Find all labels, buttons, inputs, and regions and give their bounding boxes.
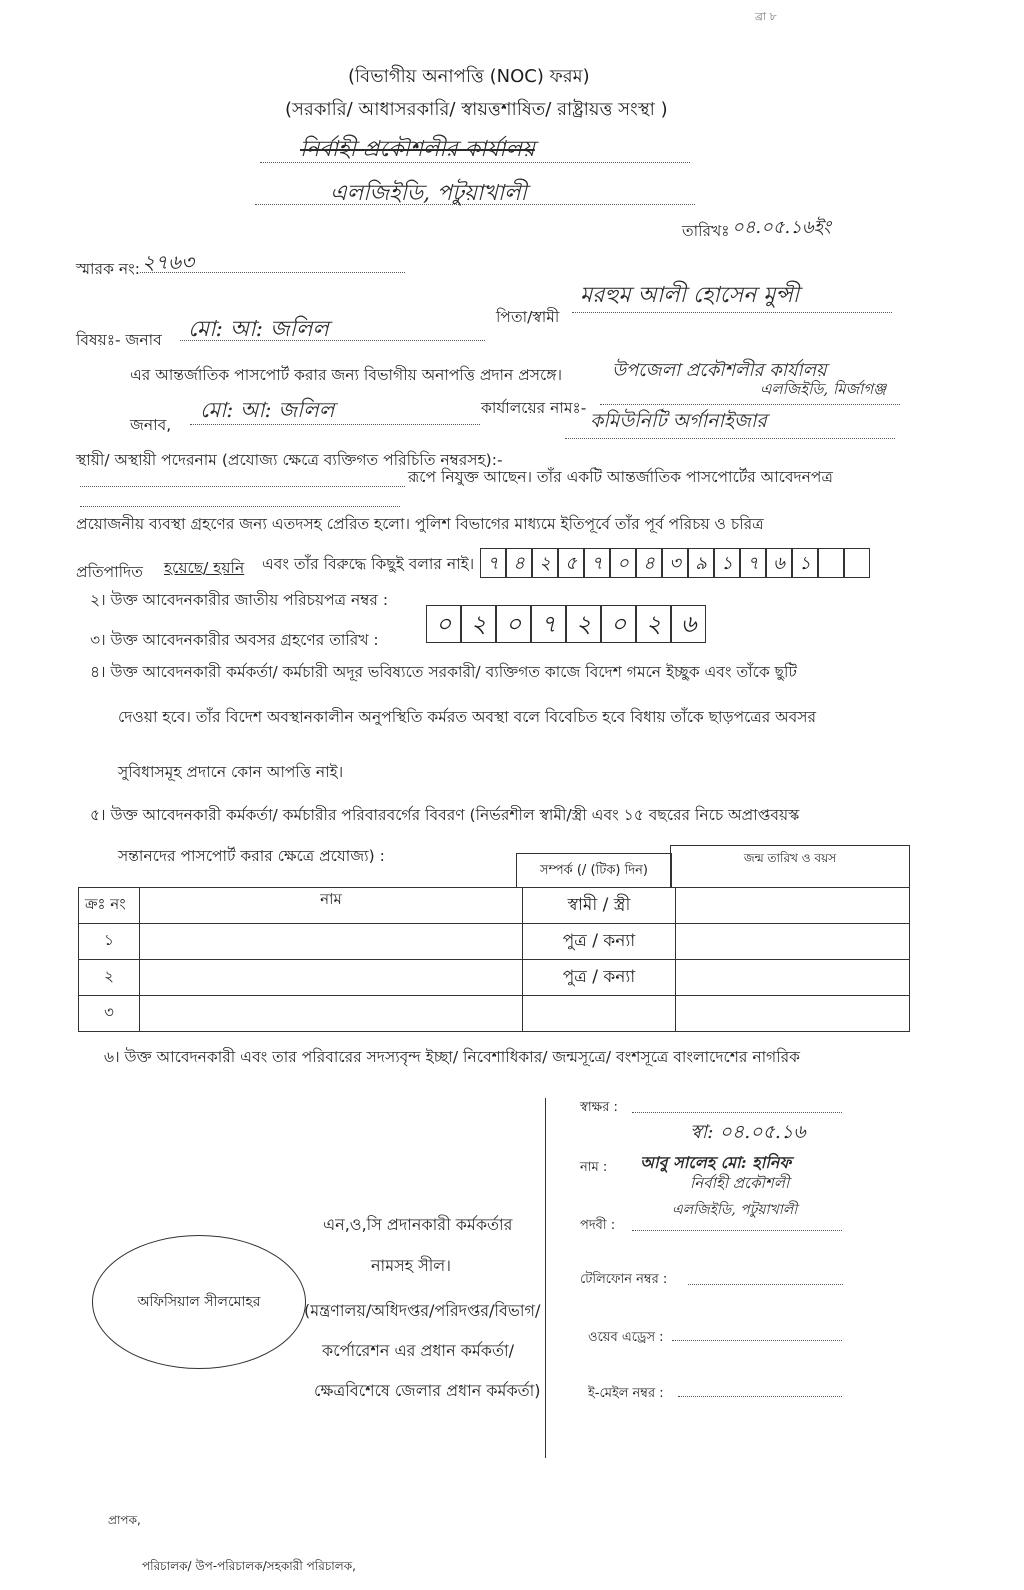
name-header: নাম (140, 888, 523, 924)
retire-label: ৩। উক্ত আবেদনকারীর অবসর গ্রহণের তারিখ : (90, 631, 379, 649)
office-location-handwritten: এলজিইডি, পটুয়াখালী (330, 181, 527, 206)
seal-text: অফিসিয়াল সীলমোহর (137, 1294, 261, 1310)
office-value-1: উপজেলা প্রকৌশলীর কার্যালয় (612, 360, 827, 381)
item4-line2: দেওয়া হবে। তাঁর বিদেশ অবস্থানকালীন অনুপস্থিতি কর্মরত অবস্থা বলে বিবেচিত হবে বিধায় তাঁকে ছাড়পত্রের অবসর (118, 708, 816, 726)
web-label: ওয়েব এড্রেস : (588, 1330, 664, 1345)
officer-post-2: এলজিইডি, পটুয়াখালী (672, 1202, 798, 1218)
nid-digit (844, 548, 870, 578)
serial-cell: ৩ (79, 996, 140, 1032)
father-name: মরহুম আলী হোসেন মুন্সী (580, 283, 800, 308)
name-label: নাম : (580, 1160, 608, 1175)
relation-cell (523, 996, 676, 1032)
name-cell (140, 996, 523, 1032)
corner-mark: ব্রা ৮ (755, 10, 777, 23)
nid-digit: ৫ (558, 548, 584, 578)
retire-digit: ০ (601, 605, 636, 643)
nid-digit: ৭ (584, 548, 610, 578)
office-label: কার্যালয়ের নামঃ- (481, 399, 587, 417)
sign-label: স্বাক্ষর : (580, 1100, 618, 1115)
noc-line3: (মন্ত্রণালয়/অধিদপ্তর/পরিদপ্তর/বিভাগ/ (304, 1301, 541, 1320)
dob-cell (676, 924, 910, 960)
retire-digit: ২ (566, 605, 601, 643)
body-line5-choice: হয়েছে/ হয়নি (164, 559, 245, 577)
nid-digit: ০ (610, 548, 636, 578)
item5-line2: সন্তানদের পাসপোর্ট করার ক্ষেত্রে প্রযোজ্য) : (118, 847, 385, 865)
relation-header: সম্পর্ক (/ (টিক) দিন) (516, 853, 672, 888)
signature-divider (545, 1098, 546, 1458)
item6-line: ৬। উক্ত আবেদনকারী এবং তার পরিবারের সদস্যবৃন্দ ইচ্ছা/ নিবেশাধিকার/ জন্মসূত্রে/ বংশসূত্রে বাংলাদেশের নাগরিক (104, 1048, 801, 1066)
memo-label: স্মারক নং: (76, 260, 140, 278)
nid-digit: ২ (532, 548, 558, 578)
form-subtitle: (সরকারি/ আধাসরকারি/ স্বায়ত্তশাষিত/ রাষ্ট্রায়ত্ত সংস্থা ) (285, 99, 668, 120)
serial-header: ক্রঃ নং (79, 888, 140, 924)
nid-digit: ৪ (636, 548, 662, 578)
nid-digit: ৭ (740, 548, 766, 578)
footer-recipient-title: পরিচালক/ উপ-পরিচালক/সহকারী পরিচালক, (142, 1559, 356, 1573)
memo-value: ২৭৬৩ (142, 250, 195, 274)
noc-line4: কর্পোরেশন এর প্রধান কর্মকর্তা/ (322, 1341, 515, 1360)
nid-digit: ১ (792, 548, 818, 578)
signature-value: স্বা: ০৪.০৫.১৬ (690, 1121, 806, 1143)
table-row (79, 996, 910, 1032)
nid-digit (818, 548, 844, 578)
dob-cell (676, 996, 910, 1032)
retire-digit: ৬ (671, 605, 706, 643)
serial-cell: ১ (79, 924, 140, 960)
family-table (78, 887, 910, 1032)
nid-digit: ৪ (506, 548, 532, 578)
body-line5-c: এবং তাঁর বিরুদ্ধে কিছুই বলার নাই। (262, 555, 475, 573)
nid-digit: ৩ (662, 548, 688, 578)
body-line4: প্রয়োজনীয় ব্যবস্থা গ্রহণের জন্য এতদসহ প্রেরিত হলো। পুলিশ বিভাগের মাধ্যমে ইতিপূর্বে তাঁর পূর্ব পরিচয় ও চরিত্র (76, 515, 764, 533)
body-applicant-name: মো: আ: জলিল (200, 398, 335, 422)
body-line5-a: প্রতিপাদিত (76, 563, 143, 581)
noc-line5: ক্ষেত্রবিশেষে জেলার প্রধান কর্মকর্তা) (314, 1381, 541, 1400)
post-label: পদবী : (580, 1218, 616, 1233)
nid-digit: ১ (714, 548, 740, 578)
nid-digit: ৭ (480, 548, 506, 578)
nid-label: ২। উক্ত আবেদনকারীর জাতীয় পরিচয়পত্র নম্বর : (90, 591, 389, 609)
officer-post-1: নির্বাহী প্রকৌশলী (690, 1174, 790, 1192)
office-value-2: এলজিইডি, মির্জাগঞ্জ (760, 380, 887, 398)
relation-cell: পুত্র / কন্যা (523, 960, 676, 996)
subject-line2: এর আন্তর্জাতিক পাসপোর্ট করার জন্য বিভাগীয় অনাপত্তি প্রদান প্রসঙ্গে। (130, 366, 563, 384)
noc-line1: এন,ও,সি প্রদানকারী কর্মকর্তার (323, 1215, 513, 1234)
applicant-name: মো: আ: জলিল (188, 317, 329, 342)
table-row (79, 924, 910, 960)
office-name-handwritten: নির্বাহী প্রকৌশলীর কার্যালয় (300, 137, 535, 162)
nid-boxes (480, 548, 870, 578)
serial-cell: ২ (79, 960, 140, 996)
name-cell (140, 960, 523, 996)
dob-cell (676, 888, 910, 924)
janab-label: জনাব, (130, 416, 172, 434)
official-seal-oval (92, 1235, 306, 1369)
dob-header: জন্ম তারিখ ও বয়স (670, 845, 910, 887)
relation-cell: পুত্র / কন্যা (523, 924, 676, 960)
table-row (79, 960, 910, 996)
relation-cell: স্বামী / স্ত্রী (523, 888, 676, 924)
retire-digit: ০ (426, 605, 461, 643)
nid-digit: ৬ (766, 548, 792, 578)
form-title: (বিভাগীয় অনাপত্তি (NOC) ফরম) (348, 66, 590, 87)
retire-digit: ২ (461, 605, 496, 643)
retire-boxes (426, 605, 706, 643)
table-row (79, 888, 910, 924)
retire-digit: ২ (636, 605, 671, 643)
body-line3: রূপে নিযুক্ত আছেন। তাঁর একটি আন্তর্জাতিক পাসপোর্টের আবেদনপত্র (408, 468, 833, 486)
item5-line1: ৫। উক্ত আবেদনকারী কর্মকর্তা/ কর্মচারীর পরিবারবর্গের বিবরণ (নির্ভরশীল স্বামী/স্ত্রী এবং ১৫ বছরের নিচে অপ্রাপ্তবয়স্ক (90, 806, 800, 824)
designation-value: কমিউনিটি অর্গানাইজার (590, 410, 767, 432)
item4-line3: সুবিধাসমূহ প্রদানে কোন আপত্তি নাই। (118, 763, 344, 781)
dob-cell (676, 960, 910, 996)
phone-label: টেলিফোন নম্বর : (580, 1272, 668, 1287)
email-label: ই-মেইল নম্বর : (588, 1386, 664, 1401)
father-label: পিতা/স্বামী (496, 308, 560, 326)
noc-line2: নামসহ সীল। (371, 1256, 451, 1275)
nid-digit: ৯ (688, 548, 714, 578)
officer-name: আবু সালেহ মো: হানিফ (640, 1153, 792, 1172)
retire-digit: ৭ (531, 605, 566, 643)
item4-line1: ৪। উক্ত আবেদনকারী কর্মকর্তা/ কর্মচারী অদূর ভবিষ্যতে সরকারী/ ব্যক্তিগত কাজে বিদেশ গমনে ইচ্ছুক এবং তাঁকে ছুটি (90, 663, 797, 681)
date-label: তারিখঃ (682, 222, 730, 240)
name-cell (140, 924, 523, 960)
post-label: স্থায়ী/ অস্থায়ী পদেরনাম (প্রযোজ্য ক্ষেত্রে ব্যক্তিগত পরিচিতি নম্বরসহ):- (76, 451, 503, 469)
subject-label: বিষয়ঃ- জনাব (76, 331, 162, 349)
footer-recipient: প্রাপক, (108, 1513, 141, 1527)
date-value: ০৪.০৫.১৬ইং (732, 217, 831, 238)
retire-digit: ০ (496, 605, 531, 643)
